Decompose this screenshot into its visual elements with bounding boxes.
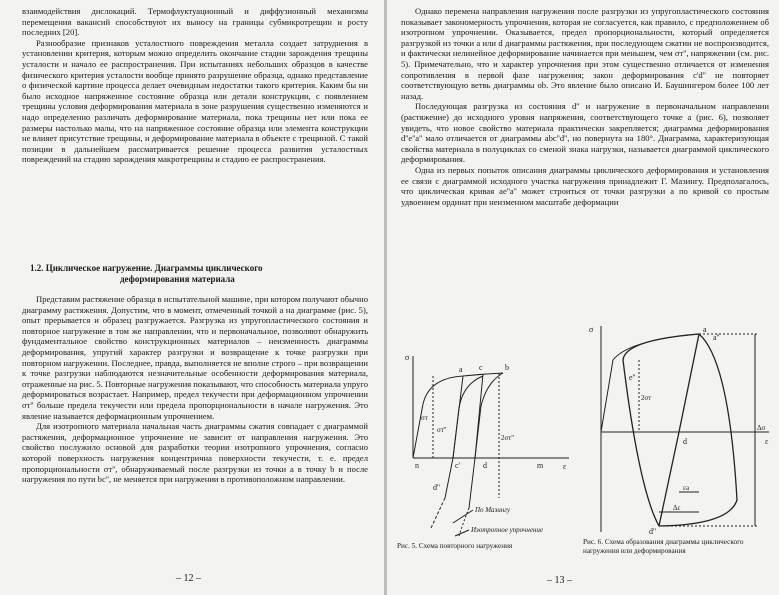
left-page	[0, 0, 384, 595]
left-paragraph-3: Представим растяжение образца в испытательной машине, при котором получают обычно диаграмму растяжения. Допустим, что в момент, отмеченный точкой а на диаграмме (рис. 5), опыт прерывается и образец разгружается. Разгрузка из упругопластического состояния и повторное нагружение в том же направлении, что и первоначальное, позволяют обнаружить фундаментальное свойство конструкционных материалов – неизменность диаграммы деформирования, упругий характер разгрузки и возвращение к точке разгрузки при повторном нагружении. Последнее, правда, выполняется не вполне строго – при возвращении к точке разгрузки наблюдаются незначительные особенности деформирования материала, отраженные на рис. 5. Повторные нагружения показывают, что способность материала упруго деформироваться возрастает. Например, предел текучести при деформационном упрочнении σт'' больше предела текучести или предела пропорциональности в начале нагружения. Это явление называется деформационным упрочнением.	[22, 294, 368, 421]
fig6-point-a2: a''	[713, 333, 720, 342]
fig6-point-d2: d''	[649, 527, 656, 536]
right-page-number: – 13 –	[547, 575, 572, 586]
fig5-2sigma-t-label: 2σт''	[501, 434, 514, 442]
left-text-bottom	[22, 294, 368, 485]
figure-6-diagram	[579, 320, 775, 536]
right-page	[387, 0, 779, 595]
left-text-top	[22, 6, 368, 165]
fig6-delta-sigma: Δσ	[757, 424, 766, 432]
fig5-legend-masing: По Мазингу	[475, 506, 511, 514]
left-paragraph-1: взаимодействия дислокаций. Термофлуктуационный и диффузионный механизмы перемещения вакансий способствуют их выносу на границы субмикротрещин и росту последних [20].	[22, 6, 368, 38]
fig5-point-d2: d''	[433, 483, 440, 492]
left-page-number: – 12 –	[176, 573, 201, 584]
fig5-point-c: c	[479, 363, 483, 372]
figure-5-diagram	[393, 348, 575, 544]
fig5-leader-isotropic	[455, 530, 469, 536]
right-paragraph-3: Одна из первых попыток описания диаграммы циклического деформирования и установления ее связи с диаграммой исходного участка нагружения принадлежит Г. Мазингу. Предполагалось, что циклическая кривая ае''а'' может строиться от точки разгрузки а по кривой со простым удвоением ординат при неизменном масштабе деформации	[401, 164, 769, 207]
right-paragraph-2: Последующая разгрузка из состояния d'' и нагружение в первоначальном направлении (растяжение) до исходного уровня напряжения, соответствующего точке а (рис. 6), позволяет увидеть, что новое свойство материала практически закрепляется; диаграмма деформирования d''e''a'' мало отличается от диаграммы abc''d'', но повернута на 180°. Диаграмма, характеризующая свойства материала в полуциклах со сменой знака нагрузки, называется диаграммой циклического деформирования.	[401, 101, 769, 165]
fig5-legend-isotropic: Изотропное упрочнение	[471, 526, 544, 534]
fig5-sigma-t-label: σт''	[437, 426, 447, 434]
fig6-hysteresis-left	[623, 334, 699, 526]
fig5-sigma-t0: σт	[421, 414, 428, 422]
fig6-point-d: d	[683, 437, 687, 446]
fig5-leader-masing	[453, 510, 473, 523]
fig5-point-d: d	[483, 461, 487, 470]
fig5-point-m: m	[537, 461, 544, 470]
section-heading-line-1: 1.2. Циклическое нагружение. Диаграммы циклического	[30, 263, 263, 273]
right-text	[401, 6, 769, 207]
section-heading-line-2: деформирования материала	[120, 274, 235, 284]
fig6-eps-a: εа	[683, 484, 690, 492]
fig5-point-n: n	[415, 461, 419, 470]
fig5-point-a: a	[459, 365, 463, 374]
fig6-eps-label: ε	[765, 437, 769, 446]
left-paragraph-4: Для изотропного материала начальная часть диаграммы сжатия совпадает с диаграммой растяжения, деформационное упрочнение не зависит от направления нагружения. Это свойство послужило основой для разработки теории изотропного упрочнения, согласно которой поверхность нагружения концентрична поверхности текучести, т. е. предел пропорциональности σт'', обнаруживаемый после разгрузки из точки а в точку b и после нагружения по пути bc'', не меняется при нагружении в противоположном направлении.	[22, 421, 368, 485]
fig6-point-e2: e''	[629, 373, 636, 382]
fig6-point-a: a	[703, 325, 707, 334]
fig6-initial-curve	[601, 334, 699, 432]
fig5-unload-line-c	[469, 374, 483, 508]
figure-5-caption: Рис. 5. Схема повторного нагружения	[397, 542, 513, 550]
left-paragraph-2: Разнообразие признаков усталостного повреждения металла создает затруднения в установлении критерия, которым можно определить окончание стадии зарождения трещины усталости и начало ее распространения. При испытаниях небольших образцов в качестве физического критерия усталости вообще принято разрушение образца, однако представление о физической картине процесса делает очевидным недостатки такого критерия. Каким бы ни было исходное напряженное состояние образца или детали конструкции, с появлением трещины условия деформирования материала в зоне разрушения существенно изменяются и надо определенно различать деформирование материала, пока трещины нет или пока ее размеры настолько малы, что на напряженное состояние образца или элемента конструкции не влияет присутствие трещины, и деформирование материала в объекте с трещиной. С такой позиции в дальнейшем рассматривается решение процесса развития усталостных повреждений на стадию зарождения макротрещины и стадию ее распространения.	[22, 37, 368, 165]
fig6-2sigma-t: 2σт	[641, 394, 652, 402]
section-heading	[30, 263, 350, 285]
fig5-point-c1: c'	[455, 461, 460, 470]
fig5-point-b: b	[505, 363, 509, 372]
right-paragraph-1: Однако перемена направления нагружения после разгрузки из упругопластического состояния показывает закономерность упрочнения, которая не согласуется, как правило, с предположением об изотропном упрочнении. Оказывается, предел пропорциональности, который определяется разгрузкой из точки а или d диаграммы растяжения, при последующем сжатии не воспроизводится, и фактически нелинейное деформирование начинается при меньшем, чем σт'', напряжении (см. рис. 5). Примечательно, что и характер упрочнения при этом существенно отличается от изменения сопротивления в первой фазе нагружения; закон деформирования c'd'' не повторяет соответствующую ветвь диаграммы ob. Это явление было описано И. Баушингером более 100 лет назад.	[401, 6, 769, 101]
fig5-unload-line-a	[445, 376, 463, 498]
fig6-unload-line	[659, 334, 699, 526]
fig6-delta-eps: Δε	[673, 504, 681, 512]
fig5-masing-curve	[431, 498, 445, 528]
figure-6-caption: Рис. 6. Схема образования диаграммы циклического нагружения или деформирования	[583, 538, 744, 555]
fig6-sigma-label: σ	[589, 325, 594, 334]
fig5-eps-label: ε	[563, 462, 567, 471]
fig5-sigma-label: σ	[405, 353, 410, 362]
fig6-hysteresis-right	[659, 334, 737, 526]
